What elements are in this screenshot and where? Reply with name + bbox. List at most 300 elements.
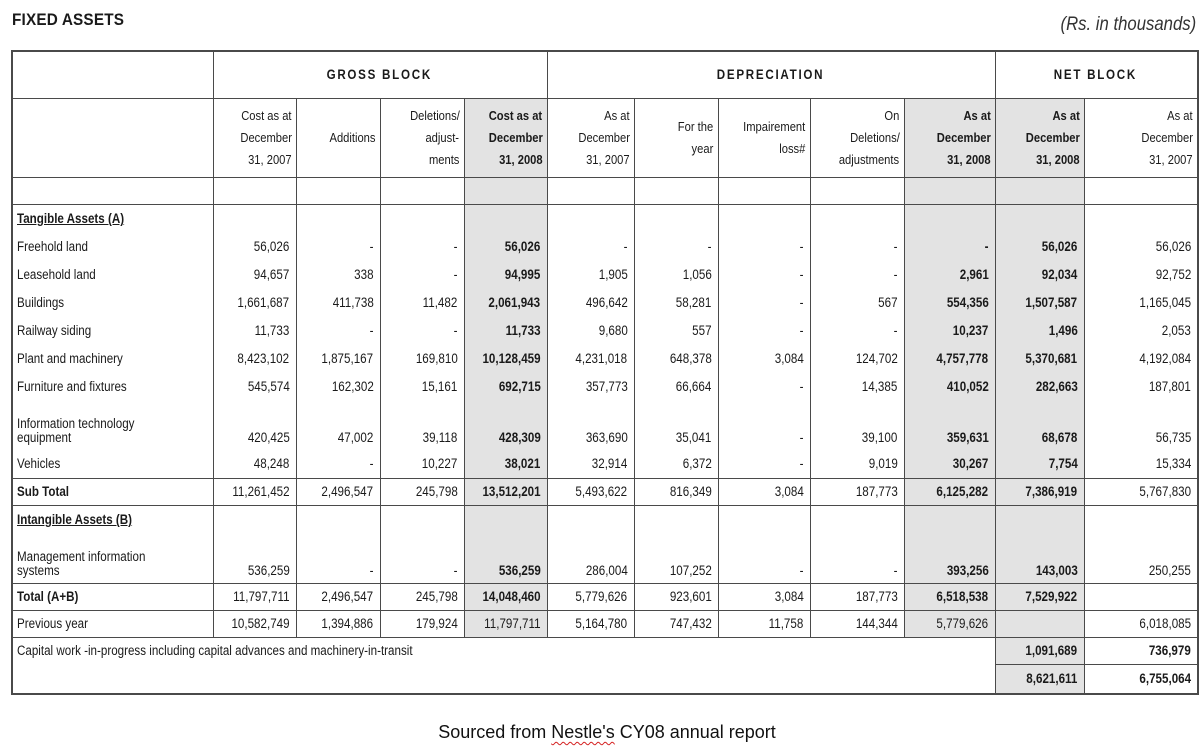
previous-value-text: 747,432 [669,616,712,631]
source-suffix: CY08 annual report [614,722,776,742]
asset-value [1084,373,1198,401]
asset-label-line: Information technology [17,416,135,431]
cwip-value-text: 1,091,689 [1025,643,1078,658]
subtotal-value [810,479,904,506]
asset-value-text: 11,733 [254,323,290,338]
asset-value-text: 66,664 [676,379,712,394]
empty-cell [634,506,718,535]
asset-value-text: 554,356 [946,295,989,310]
asset-value-text: - [707,239,712,254]
asset-value [904,317,995,345]
asset-value [810,289,904,317]
total-value-text: 14,048,460 [482,589,541,604]
asset-value [213,450,296,479]
asset-value [995,289,1084,317]
asset-value-text: 15,334 [1155,456,1192,471]
previous-value [464,611,547,638]
asset-value [995,401,1084,450]
asset-value-text: - [893,323,898,338]
empty-cell [634,205,718,234]
asset-label [12,233,213,261]
asset-value-text: 35,041 [676,430,712,445]
asset-value [464,450,547,479]
asset-value-text: - [369,239,374,254]
cwip-row [12,638,1198,665]
asset-value [995,373,1084,401]
asset-value-text: 338 [354,267,374,282]
asset-value-text: 363,690 [585,430,628,445]
intangible-value [380,534,464,584]
grand-total-row [12,665,1198,695]
intangible-label-line: systems [17,563,60,578]
asset-value [464,401,547,450]
asset-row [12,261,1198,289]
subtotal-value-text: 2,496,547 [321,484,374,499]
total-value-text: 2,496,547 [321,589,374,604]
asset-value [380,289,464,317]
asset-value-text: 10,237 [953,323,989,338]
asset-value-text: 4,192,084 [1139,351,1192,366]
asset-label-text: Vehicles [17,456,61,471]
asset-value [464,345,547,373]
empty-cell [464,205,547,234]
asset-value [810,450,904,479]
intangible-assets-heading-text: Intangible Assets (B) [17,512,133,527]
empty-cell [995,205,1084,234]
asset-value-text: 15,161 [421,379,458,394]
column-header-line: 31, 2008 [946,152,991,167]
units-note: (Rs. in thousands) [1060,14,1196,35]
intangible-value-text: 393,256 [946,563,989,578]
empty-cell [810,506,904,535]
corner-cell [12,51,213,99]
column-header [718,99,810,178]
asset-value-text: 2,061,943 [488,295,541,310]
asset-value [464,317,547,345]
total-value-text: 5,779,626 [575,589,628,604]
total-value [1084,584,1198,611]
column-header-line: December [936,130,991,145]
asset-value [296,233,380,261]
previous-value [718,611,810,638]
subtotal-value [464,479,547,506]
asset-value-text: 648,378 [669,351,712,366]
total-value [995,584,1084,611]
grand-total-value [1084,665,1198,695]
asset-value-text: 48,248 [253,456,290,471]
asset-value [213,317,296,345]
asset-value [380,401,464,450]
column-header-line: December [1025,130,1080,145]
column-header-line: December [239,130,292,145]
asset-value [296,261,380,289]
total-row [12,584,1198,611]
asset-label [12,345,213,373]
spacer-cell [12,178,213,205]
subtotal-value [380,479,464,506]
gross-block-header-text: GROSS BLOCK [326,67,432,82]
total-label-text: Total (A+B) [17,589,79,604]
asset-value [995,345,1084,373]
column-header-line: As at [1052,108,1080,123]
intangible-value-text: 143,003 [1035,563,1078,578]
asset-value [634,261,718,289]
asset-value-text: 428,309 [498,430,541,445]
asset-value [1084,401,1198,450]
previous-value-text: 10,582,749 [231,616,290,631]
asset-value-text: 4,231,018 [575,351,628,366]
asset-value [1084,261,1198,289]
tangible-assets-heading [12,205,213,234]
total-value [810,584,904,611]
asset-value [634,345,718,373]
asset-label-text: Buildings [17,295,65,310]
asset-value-text: 68,678 [1042,430,1078,445]
intangible-value-text: 536,259 [498,563,541,578]
previous-value [380,611,464,638]
asset-value-text: 6,372 [682,456,712,471]
asset-value [904,345,995,373]
intangible-value [1084,534,1198,584]
empty-cell [547,205,634,234]
total-value-text: 3,084 [774,589,804,604]
previous-label [12,611,213,638]
asset-value-text: 1,875,167 [321,351,374,366]
intangible-value-text: 107,252 [669,563,712,578]
asset-row [12,233,1198,261]
empty-cell [213,506,296,535]
intangible-value [995,534,1084,584]
asset-value-text: 2,053 [1161,323,1192,338]
spacer-cell [634,178,718,205]
asset-value [904,289,995,317]
column-header-line: 31, 2008 [1035,152,1080,167]
asset-value-text: - [623,239,628,254]
subtotal-label [12,479,213,506]
subtotal-value [904,479,995,506]
asset-value-text: 30,267 [953,456,989,471]
asset-value-text: 11,733 [505,323,541,338]
empty-cell [718,506,810,535]
asset-value [810,233,904,261]
asset-value-text: 32,914 [592,456,628,471]
asset-value-text: 1,661,687 [237,295,290,310]
asset-value-text: 3,084 [774,351,804,366]
asset-value-text: 1,507,587 [1025,295,1078,310]
column-header [464,99,547,178]
total-value [296,584,380,611]
asset-value [995,450,1084,479]
asset-value [296,401,380,450]
subtotal-value-text: 816,349 [669,484,712,499]
previous-value [213,611,296,638]
asset-value [810,261,904,289]
empty-cell [1084,506,1198,535]
asset-value [464,289,547,317]
asset-label [12,317,213,345]
asset-value-text: - [799,323,804,338]
column-header-line: As at [1167,108,1194,123]
asset-value-text: 11,482 [422,295,458,310]
asset-value-text: 567 [878,295,898,310]
total-value-text: 11,797,711 [233,589,290,604]
asset-value [380,317,464,345]
asset-value-text: 39,100 [862,430,898,445]
intangible-assets-heading-row [12,506,1198,535]
asset-row [12,289,1198,317]
asset-value-text: 545,574 [247,379,290,394]
asset-value-text: - [799,430,804,445]
asset-value [1084,233,1198,261]
tangible-assets-heading-row [12,205,1198,234]
empty-cell [464,506,547,535]
asset-value [213,261,296,289]
asset-value [380,261,464,289]
asset-value-text: - [799,295,804,310]
intangible-label [12,534,213,584]
column-header-line: ments [429,152,460,167]
asset-value [464,261,547,289]
asset-value-text: 10,227 [421,456,458,471]
column-header-line: Deletions/ [849,130,900,145]
empty-cell [547,506,634,535]
spacer-cell [1084,178,1198,205]
asset-value [547,289,634,317]
asset-value-text: 10,128,459 [482,351,541,366]
column-header-line: December [577,130,630,145]
intangible-value-text: - [453,563,458,578]
intangible-value-text: - [799,563,804,578]
asset-value-text: 169,810 [415,351,458,366]
asset-value-text: 4,757,778 [936,351,989,366]
asset-value-text: 496,642 [585,295,628,310]
asset-value [718,261,810,289]
asset-label-line: equipment [17,430,72,445]
previous-value [810,611,904,638]
asset-value [634,317,718,345]
asset-row [12,450,1198,479]
asset-value-text: 39,118 [422,430,458,445]
asset-value-text: 8,423,102 [237,351,290,366]
intangible-value-text: 536,259 [247,563,290,578]
intangible-value [718,534,810,584]
subtotal-value [1084,479,1198,506]
asset-value [995,233,1084,261]
column-header-line: For the [678,119,714,134]
asset-label [12,289,213,317]
asset-value [213,233,296,261]
asset-value-text: 557 [692,323,712,338]
depreciation-header-text: DEPRECIATION [716,67,824,82]
spacer-row [12,178,1198,205]
asset-value [213,345,296,373]
asset-value [1084,450,1198,479]
subtotal-value [718,479,810,506]
previous-value-text: 5,164,780 [575,616,628,631]
subtotal-value-text: 5,493,622 [575,484,628,499]
previous-value-text: 6,018,085 [1139,616,1192,631]
asset-value [296,450,380,479]
cwip-label-text: Capital work -in-progress including capital advances and machinery-in-transit [17,643,413,659]
asset-value [634,401,718,450]
intangible-value [464,534,547,584]
subtotal-value [296,479,380,506]
subtotal-value [547,479,634,506]
column-header [547,99,634,178]
column-header [296,99,380,178]
asset-value [547,450,634,479]
asset-value-text: 187,801 [1149,379,1192,394]
asset-value-text: 92,034 [1042,267,1078,282]
asset-value-text: - [799,456,804,471]
previous-value-text: 179,924 [415,616,458,631]
asset-row [12,317,1198,345]
asset-value [904,450,995,479]
asset-value [296,289,380,317]
total-value [904,584,995,611]
subtotal-value-text: 5,767,830 [1139,484,1192,499]
spacer-cell [810,178,904,205]
previous-value-text: 11,797,711 [484,616,541,631]
asset-value-text: 47,002 [337,430,374,445]
column-header-line: 31, 2007 [585,152,630,167]
column-header-line: Cost as at [489,108,543,123]
asset-value-text: 411,738 [332,295,374,310]
subtotal-value [213,479,296,506]
previous-value [904,611,995,638]
total-value-text: 187,773 [855,589,898,604]
asset-value [464,373,547,401]
column-header-line: As at [963,108,991,123]
empty-cell [380,506,464,535]
empty-cell [296,506,380,535]
asset-value [810,345,904,373]
column-header [904,99,995,178]
total-value-text: 6,518,538 [936,589,989,604]
intangible-value [547,534,634,584]
empty-cell [296,205,380,234]
intangible-value [810,534,904,584]
total-value [213,584,296,611]
column-header-line: loss# [779,141,806,156]
asset-value [380,373,464,401]
column-header-line: Cost as at [241,108,292,123]
asset-value [1084,317,1198,345]
asset-value-text: 1,165,045 [1139,295,1192,310]
previous-value [634,611,718,638]
column-header-line: 31, 2007 [247,152,292,167]
asset-value [718,233,810,261]
asset-value [718,401,810,450]
asset-value-text: 282,663 [1035,379,1078,394]
intangible-value [296,534,380,584]
intangible-value-text: - [893,563,898,578]
cwip-label [12,638,995,665]
asset-value [1084,345,1198,373]
asset-value [904,233,995,261]
previous-value-text: 1,394,886 [321,616,374,631]
asset-label [12,373,213,401]
cwip-value-text: 736,979 [1149,643,1192,658]
intangible-assets-heading [12,506,213,535]
asset-value [634,373,718,401]
asset-value [547,261,634,289]
column-header-line: 31, 2008 [498,152,543,167]
column-header-line: On [884,108,900,123]
column-header-line: 31, 2007 [1149,152,1194,167]
asset-label [12,261,213,289]
previous-value [995,611,1084,638]
asset-value [464,233,547,261]
group-header-row [12,51,1198,99]
subtotal-label-text: Sub Total [17,484,70,499]
asset-label [12,450,213,479]
asset-value [718,289,810,317]
total-value-text: 923,601 [669,589,712,604]
grand-total-value-text: 8,621,611 [1026,671,1078,686]
intangible-value [213,534,296,584]
asset-label-text: Freehold land [17,239,89,254]
asset-value [810,373,904,401]
asset-value-text: 1,905 [598,267,628,282]
subtotal-value [995,479,1084,506]
subtotal-value-text: 187,773 [855,484,898,499]
total-value [634,584,718,611]
asset-value-text: 420,425 [247,430,290,445]
asset-value [380,345,464,373]
asset-value [547,233,634,261]
asset-label-text: Plant and machinery [17,351,123,366]
asset-value [634,233,718,261]
asset-value-text: 94,657 [253,267,290,282]
asset-row [12,401,1198,450]
column-header-line: adjustments [839,152,900,167]
asset-value [547,373,634,401]
asset-value [213,289,296,317]
column-header [213,99,296,178]
source-caption [0,722,1200,743]
asset-value [547,345,634,373]
empty-cell [995,506,1084,535]
asset-value-text: 94,995 [505,267,541,282]
asset-value-text: 56,026 [1042,239,1078,254]
asset-value [213,373,296,401]
asset-value [296,345,380,373]
asset-value-text: 410,052 [946,379,989,394]
total-value [718,584,810,611]
asset-value-text: 38,021 [505,456,541,471]
intangible-value [634,534,718,584]
asset-value-text: 9,019 [868,456,898,471]
subtotal-value-text: 3,084 [774,484,804,499]
spacer-cell [213,178,296,205]
total-value [464,584,547,611]
asset-value-text: 9,680 [598,323,628,338]
column-header [810,99,904,178]
intangible-row [12,534,1198,584]
fixed-assets-table [11,50,1199,695]
empty-cell [904,205,995,234]
column-header-row [12,99,1198,178]
asset-value [296,373,380,401]
column-header-line: Additions [329,130,376,145]
asset-label-text: Furniture and fixtures [17,379,127,394]
intangible-value-text: 250,255 [1149,563,1192,578]
column-header [634,99,718,178]
asset-value-text: 162,302 [331,379,374,394]
column-header-line: Impairement [743,119,806,134]
asset-value-text: 359,631 [946,430,989,445]
